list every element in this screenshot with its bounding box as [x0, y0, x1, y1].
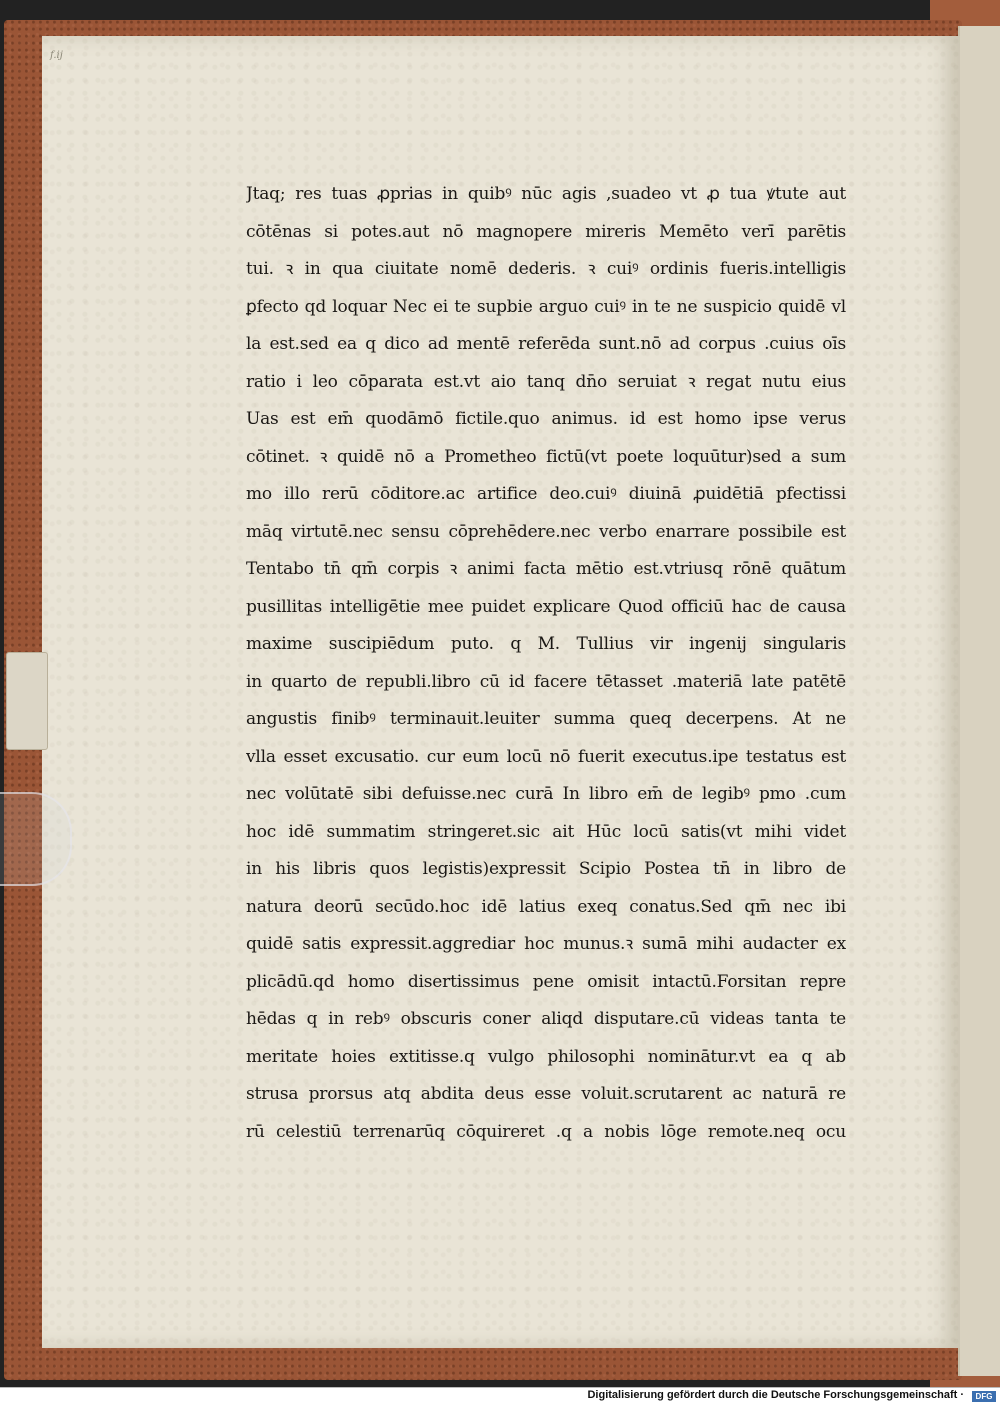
text-line: Tentabo tn̄ qm̄ corpis ꝛ animi facta mētio est.vtriusq rōnē quātum: [246, 559, 846, 579]
dfg-logo: DFG: [972, 1391, 996, 1402]
text-line: cōtinet. ꝛ quidē nō a Prometheo fictū(vt poete loquūtur)sed a sum: [246, 446, 846, 467]
facing-page-edge: [958, 26, 1000, 1376]
text-block: [246, 176, 846, 1151]
text-line: pusillitas intelligētie mee puidet explicare Quod officiū hac de causa: [246, 596, 846, 617]
text-line: la est.sed ea q dico ad mentē referēda sunt.nō ad corpus .cuius oīs: [246, 334, 846, 354]
text-line: strusa prorsus atq abdita deus esse voluit.scrutarent ac naturā re: [246, 1084, 846, 1104]
text-line: nec volūtatē sibi defuisse.nec curā In libro em̄ de legibꝰ pmo .cum: [246, 784, 846, 804]
text-line: Jtaq; res tuas ꝓprias in quibꝰ nūc agis ,suadeo vt ꝓ tua ꝟtute aut: [246, 184, 846, 204]
text-line: natura deorū secūdo.hoc idē latius exeq conatus.Sed qm̄ nec ibi: [246, 896, 846, 917]
text-line: tui. ꝛ in qua ciuitate nomē dederis. ꝛ cuiꝰ ordinis fueris.intelligis: [246, 259, 846, 279]
text-line: rū celestiū terrenarūq cōquireret .q a nobis lōge remote.neq ocu: [246, 1121, 846, 1142]
text-line: cōtēnas si potes.aut nō magnopere mireris Memēto verī parētis: [246, 221, 846, 242]
text-line: maxime suscipiēdum puto. q M. Tullius vir ingenij singularis: [246, 634, 846, 654]
text-line: angustis finibꝰ terminauit.leuiter summa queq decerpens. At ne: [246, 709, 846, 729]
text-line: ratio i leo cōparata est.vt aio tanq dn̄o seruiat ꝛ regat nutu eius: [246, 371, 846, 392]
text-line: vlla esset excusatio. cur eum locū nō fuerit executus.ipe testatus est: [246, 746, 846, 767]
text-line: hoc idē summatim stringeret.sic ait Hūc locū satis(vt mihi videt: [246, 821, 846, 842]
text-line: mo illo rerū cōditore.ac artifice deo.cuiꝰ diuinā ꝓuidētiā pfectissi: [246, 484, 846, 504]
text-line: in his libris quos legistis)expressit Scipio Postea tn̄ in libro de: [246, 859, 846, 879]
text-line: in quarto de republi.libro cū id facere tētasset .materiā late patētē: [246, 671, 846, 692]
folio-mark: f.ij: [50, 50, 63, 61]
page-tab-marker: [6, 652, 48, 750]
text-line: Uas est em̄ quodāmō fictile.quo animus. id est homo ipse verus: [246, 409, 846, 429]
text-line: meritate hoies extitisse.q vulgo philosophi nominātur.vt ea q ab: [246, 1046, 846, 1067]
text-line: ꝑfecto qd loquar Nec ei te supbie arguo cuiꝰ in te ne suspicio quidē vl: [246, 296, 846, 317]
plastic-clip: [0, 792, 72, 886]
text-line: plicādū.qd homo disertissimus pene omisit intactū.Forsitan repre: [246, 971, 846, 992]
funding-credit: Digitalisierung gefördert durch die Deutsche Forschungsgemeinschaft ·: [587, 1389, 964, 1401]
text-line: quidē satis expressit.aggrediar hoc munus.ꝛ sumā mihi audacter ex: [246, 934, 846, 954]
text-line: māq virtutē.nec sensu cōprehēdere.nec verbo enarrare possibile est: [246, 521, 846, 542]
text-line: hēdas q in rebꝰ obscuris coner aliqd disputare.cū videas tanta te: [246, 1009, 846, 1029]
credit-footer: [0, 1387, 1000, 1406]
